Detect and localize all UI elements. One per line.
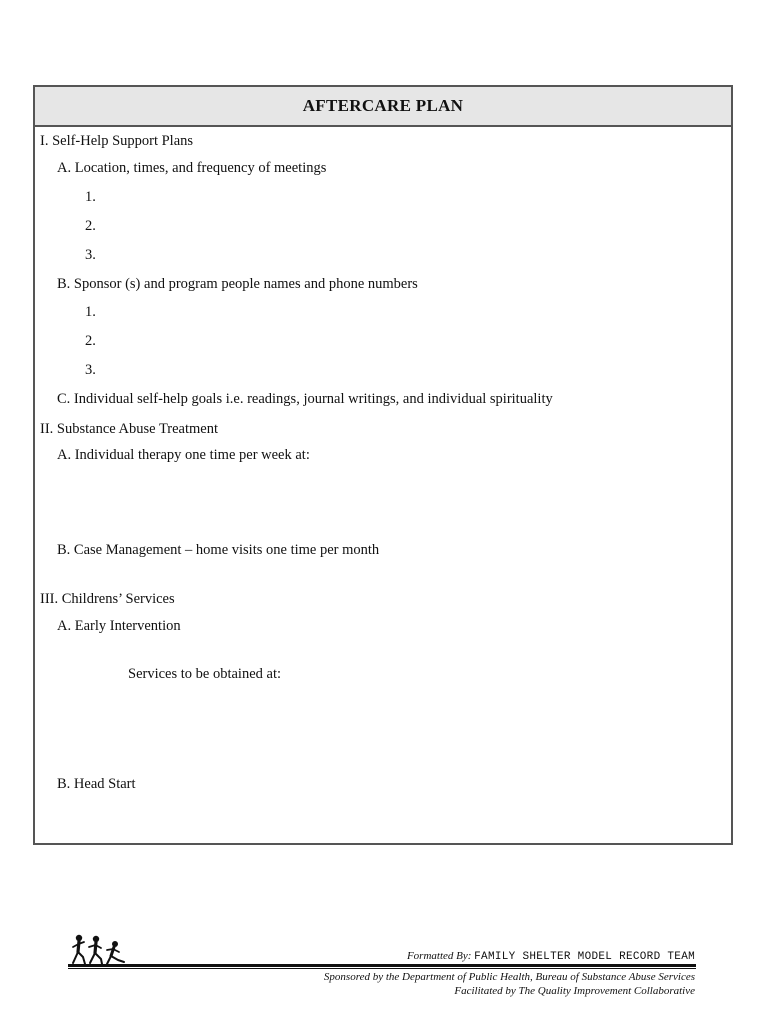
section-1-b: B. Sponsor (s) and program people names and phone numbers xyxy=(57,276,418,292)
formatted-by-label: Formatted By: xyxy=(406,950,472,962)
facilitated-by: Facilitated by The Quality Improvement Collaborative xyxy=(454,985,695,997)
sponsored-by: Sponsored by the Department of Public Health, Bureau of Substance Abuse Services xyxy=(323,971,695,983)
section-1-a: A. Location, times, and frequency of meetings xyxy=(57,160,327,176)
section-2-heading: II. Substance Abuse Treatment xyxy=(40,421,219,437)
section-3-a: A. Early Intervention xyxy=(57,618,181,634)
footer-rule xyxy=(68,964,696,967)
section-1-b-item-3: 3. xyxy=(85,362,96,378)
title-bar xyxy=(35,87,731,127)
aftercare-form xyxy=(33,85,733,845)
formatted-by xyxy=(407,950,695,963)
form-title: AFTERCARE PLAN xyxy=(302,96,464,115)
record-team-name: FAMILY SHELTER MODEL RECORD TEAM xyxy=(474,951,695,963)
section-2-b: B. Case Management – home visits one time per month xyxy=(57,542,380,558)
section-1-a-item-3: 3. xyxy=(85,247,96,263)
section-1-a-item-1: 1. xyxy=(85,189,96,205)
footer-rule-thin xyxy=(68,968,696,969)
section-1-heading: I. Self-Help Support Plans xyxy=(40,133,194,149)
section-2-a: A. Individual therapy one time per week at: xyxy=(57,447,310,463)
section-1-b-item-2: 2. xyxy=(85,333,96,349)
section-3-b: B. Head Start xyxy=(57,776,136,792)
section-1-b-item-1: 1. xyxy=(85,304,96,320)
section-1-a-item-2: 2. xyxy=(85,218,96,234)
section-3-heading: III. Childrens’ Services xyxy=(40,591,175,607)
services-obtained-label: Services to be obtained at: xyxy=(128,666,282,682)
section-1-c: C. Individual self-help goals i.e. readings, journal writings, and individual spirituality xyxy=(57,391,553,407)
